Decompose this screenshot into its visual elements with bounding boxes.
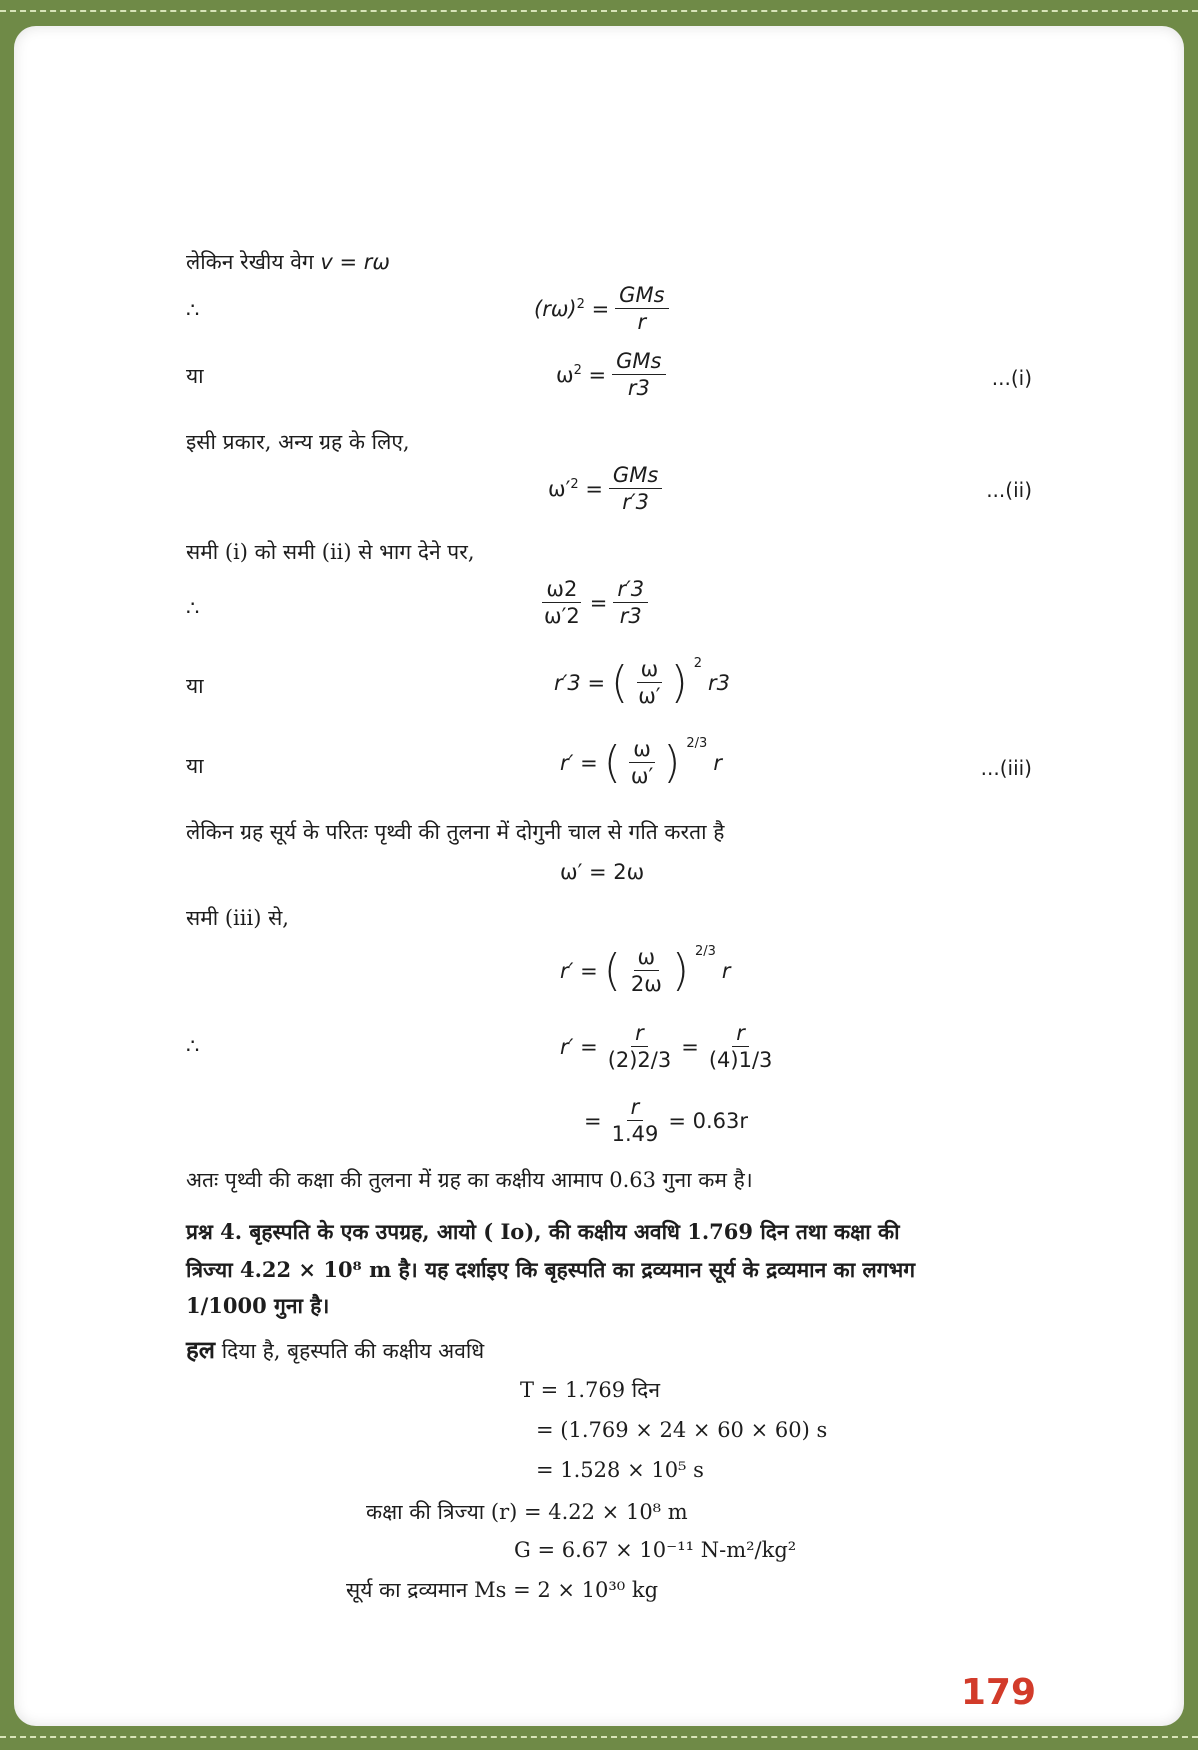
equation-tag-ii: ...(ii): [986, 478, 1032, 502]
divide-equations-line: समी (i) को समी (ii) से भाग देने पर,: [186, 540, 475, 564]
planet-speed-line: लेकिन ग्रह सूर्य के परितः पृथ्वी की तुलना में दोगुनी चाल से गति करता है: [186, 820, 725, 844]
sun-mass: सूर्य का द्रव्यमान Ms = 2 × 10³⁰ kg: [346, 1578, 659, 1602]
page-number: 179: [960, 1672, 1036, 1713]
left-paren: (: [611, 656, 629, 708]
therefore-symbol-3: ∴: [186, 1034, 200, 1058]
top-border-dashes: [0, 10, 1198, 12]
eq7-exponent: 2/3: [694, 944, 716, 959]
eq8-denominator-1: (2)2/3: [607, 1048, 672, 1072]
eq5-lhs: r′3 =: [554, 670, 606, 695]
equation-rw-squared: $(r\omega)^2$ = $\frac{\text{GMs}}{r}$: [534, 282, 669, 335]
equation-r-prime-substituted: [560, 944, 731, 997]
eq2-numerator: GMs: [612, 348, 665, 375]
eq8-equals: =: [681, 1034, 699, 1059]
other-planet-line: इसी प्रकार, अन्य ग्रह के लिए,: [186, 430, 410, 454]
eq4-right-denominator: r3: [619, 604, 642, 628]
therefore-symbol-1: ∴: [186, 298, 200, 322]
eq5-tail: r3: [708, 670, 731, 695]
eq9-numerator: r: [627, 1094, 644, 1121]
question-4-line-2: त्रिज्या 4.22 × 10⁸ m है। यह दर्शाइए कि बृहस्पति का द्रव्यमान सूर्य के द्रव्यमान का लगभग: [186, 1257, 916, 1282]
equation-r-prime-fraction: [560, 1020, 776, 1073]
eq2-exp: 2: [573, 362, 582, 378]
eq7-numerator: ω: [634, 944, 660, 971]
eq1-denominator: r: [637, 310, 647, 334]
solution-label: हल: [186, 1335, 216, 1364]
eq2-lhs: ω: [556, 362, 574, 387]
solution-intro-line: [186, 1336, 484, 1365]
left-paren: (: [603, 944, 621, 996]
equation-ratio: $\frac{\omega 2}{\omega'2}$ = $\frac{r'3}{r3}$: [540, 576, 648, 629]
eq4-left-numerator: ω2: [542, 576, 581, 603]
eq9-result: = 0.63r: [668, 1108, 749, 1133]
conclusion-line: अतः पृथ्वी की कक्षा की तुलना में ग्रह का कक्षीय आमाप 0.63 गुना कम है।: [186, 1168, 753, 1192]
period-days: T = 1.769 दिन: [520, 1378, 660, 1402]
ya-label-2: या: [186, 674, 204, 698]
bottom-border-dashes: [0, 1736, 1198, 1738]
eq6-lhs: r′ =: [560, 750, 598, 775]
linear-velocity-formula: v = rω: [320, 250, 390, 274]
eq3-lhs: ω′: [548, 476, 571, 501]
eq1-lhs: (rω): [534, 296, 577, 321]
question-4-line-3: 1/1000 गुना है।: [186, 1293, 330, 1318]
eq5-denominator: ω′: [638, 684, 661, 708]
equation-omega-squared: $\omega^2$ = $\frac{\text{GMs}}{r3}$: [556, 348, 666, 401]
eq6-tail: r: [713, 750, 722, 775]
eq3-exp: 2: [570, 476, 579, 492]
eq6-numerator: ω: [629, 736, 655, 763]
eq9-equals: =: [584, 1108, 602, 1133]
eq8-numerator-1: r: [631, 1020, 648, 1047]
equation-tag-iii: ...(iii): [980, 756, 1032, 780]
eq4-right-numerator: r′3: [613, 576, 648, 603]
eq2-denominator: r3: [627, 376, 650, 400]
question-text-1: बृहस्पति के एक उपग्रह, आयो ( Io), की कक्षीय अवधि 1.769 दिन तथा कक्षा की: [249, 1219, 900, 1244]
eq3-denominator: r′3: [622, 490, 649, 514]
eq4-left-denominator: ω′2: [544, 604, 580, 628]
eq5-numerator: ω: [637, 656, 663, 683]
period-conversion: = (1.769 × 24 × 60 × 60) s: [536, 1418, 828, 1442]
eq1-numerator: GMs: [615, 282, 668, 309]
eq3-numerator: GMs: [609, 462, 662, 489]
eq1-exp: 2: [576, 296, 585, 312]
eq7-lhs: r′ =: [560, 958, 598, 983]
ya-label-3: या: [186, 754, 204, 778]
right-paren: ): [670, 656, 688, 708]
equation-omega-prime-squared: $\omega'^2$ = $\frac{\text{GMs}}{r'3}$: [548, 462, 662, 515]
omega-relation: ω′ = 2ω: [560, 860, 645, 884]
left-paren: (: [603, 736, 621, 788]
equation-tag-i: ...(i): [991, 366, 1032, 390]
eq8-denominator-2: (4)1/3: [708, 1048, 773, 1072]
eq7-denominator: 2ω: [630, 972, 662, 996]
equation-r-prime-cubed: [554, 656, 730, 709]
from-eq-iii-line: समी (iii) से,: [186, 906, 289, 930]
eq8-numerator-2: r: [732, 1020, 749, 1047]
right-paren: ): [663, 736, 681, 788]
question-4-line-1: [186, 1218, 900, 1246]
eq7-tail: r: [721, 958, 731, 983]
period-seconds: = 1.528 × 10⁵ s: [536, 1458, 704, 1482]
eq9-denominator: 1.49: [611, 1122, 659, 1146]
eq6-exponent: 2/3: [686, 736, 708, 751]
eq5-exponent: 2: [693, 656, 703, 671]
question-label: प्रश्न 4.: [186, 1219, 243, 1244]
linear-velocity-line: [186, 248, 390, 276]
orbit-radius: कक्षा की त्रिज्या (r) = 4.22 × 10⁸ m: [366, 1500, 688, 1524]
ya-label-1: या: [186, 364, 204, 388]
solution-intro: दिया है, बृहस्पति की कक्षीय अवधि: [221, 1339, 485, 1363]
therefore-symbol-2: ∴: [186, 596, 200, 620]
eq6-denominator: ω′: [630, 764, 654, 788]
gravitational-constant: G = 6.67 × 10⁻¹¹ N-m²/kg²: [514, 1538, 797, 1562]
right-paren: ): [671, 944, 689, 996]
equation-r-prime: [560, 736, 722, 789]
eq8-lhs: r′ =: [560, 1034, 598, 1059]
linear-velocity-text: लेकिन रेखीय वेग: [186, 250, 314, 274]
equation-final-value: [584, 1094, 748, 1147]
